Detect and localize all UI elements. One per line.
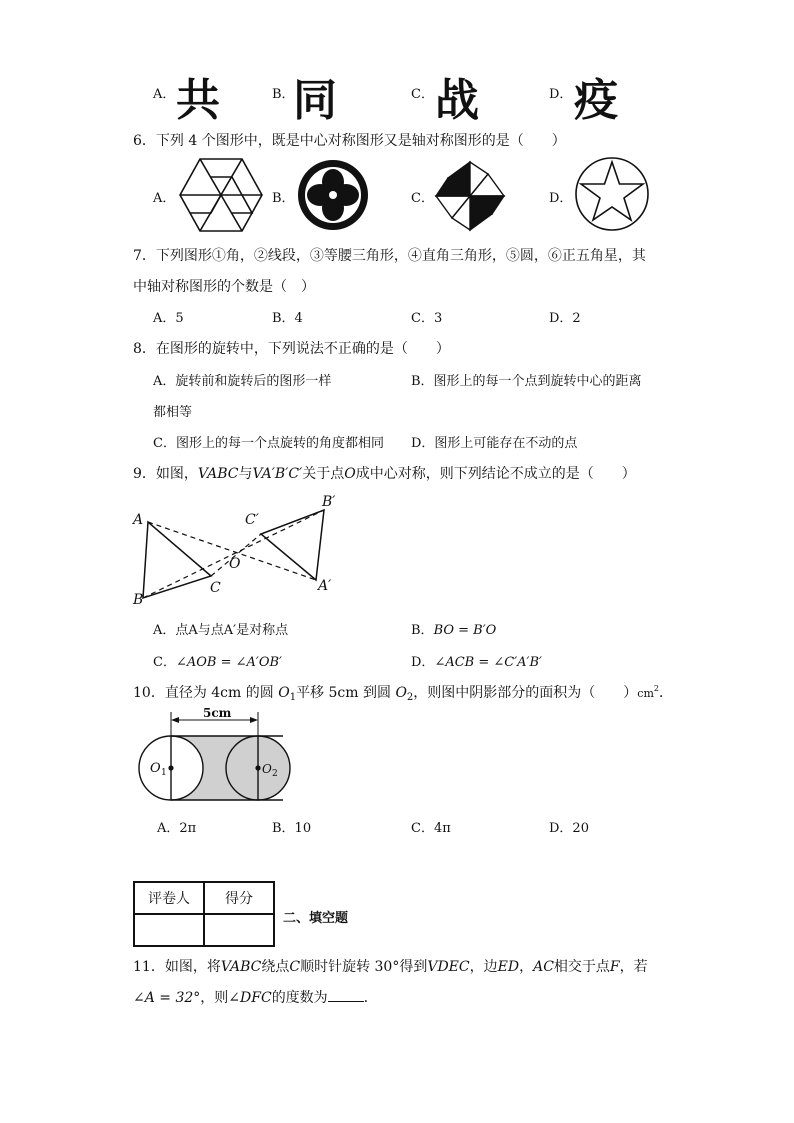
score-table-score-header: 得分: [204, 882, 274, 914]
q11-angle-a: ∠A = 32°: [133, 990, 201, 1006]
q9-option-d-text: ∠ACB = ∠C′A′B′: [434, 655, 543, 670]
q9-stem-post1: 关于点: [302, 466, 345, 482]
q7-option-a: A．5: [153, 311, 184, 326]
q11-stem-line2: [133, 987, 378, 1007]
q8-option-c: C．图形上的每一个点旋转的角度都相同: [153, 436, 384, 451]
q6-stem: 6．下列 4 个图形中，既是中心对称图形又是轴对称图形的是（ ）: [133, 133, 566, 149]
q7-option-d: D．2: [549, 311, 581, 326]
q10-stem-post: ，则图中阴影部分的面积为（ ）: [413, 685, 638, 701]
q10-figure-o1-label: O: [150, 761, 161, 776]
q11-edge-ed: ED: [497, 959, 520, 975]
q10-option-c: C．4π: [411, 821, 451, 836]
q9-label-b-prime: B′: [322, 494, 336, 510]
q6-option-a-letter: A．: [153, 191, 176, 206]
q9-option-b: [411, 619, 496, 638]
q10-stem-mid: 平移 5cm 到圆: [296, 685, 396, 701]
q5-option-a-char: 共: [176, 75, 220, 126]
q9-stem: [133, 463, 636, 483]
q11-text-5: ，: [519, 959, 534, 975]
q6-figure-b-four-petal-circle: [296, 158, 370, 232]
q6-option-c-letter: C．: [411, 191, 434, 206]
q10-figure-dim-label: 5cm: [203, 706, 232, 720]
q8-stem: 8．在图形的旋转中，下列说法不正确的是（ ）: [133, 341, 450, 357]
q11-point-f: F: [609, 959, 620, 975]
q9-option-a: A．点A与点A′是对称点: [153, 623, 289, 638]
q9-stem-mid: 与: [238, 466, 253, 482]
q7-stem-line1: 7．下列图形①角，②线段，③等腰三角形，④直角三角形，⑤圆，⑥正五角星，其: [133, 248, 646, 264]
q9-option-d: [411, 651, 542, 670]
q11-triangle-dec: VDEC: [427, 959, 470, 975]
q10-figure-o2-label: O: [262, 762, 272, 776]
q5-option-d-char: 疫: [574, 75, 618, 126]
q10-figure-translated-circles: [133, 706, 293, 804]
q11-point-c: C: [289, 959, 301, 975]
q9-label-b: B: [133, 592, 144, 608]
q9-option-c-letter: C．: [153, 655, 176, 670]
q10-stem: [133, 682, 673, 702]
q6-figure-a-triangular-knot: [178, 157, 264, 233]
q10-unit-sup: 2: [653, 684, 659, 693]
q9-option-d-letter: D．: [411, 655, 435, 670]
q9-option-c-text: ∠AOB = ∠A′OB′: [175, 655, 282, 670]
q11-text-end: ．: [363, 990, 378, 1006]
q11-text-3: 顺时针旋转 30°得到: [300, 959, 428, 975]
q9-label-c: C: [210, 580, 221, 596]
q9-label-o: O: [229, 556, 241, 572]
q11-text-4: ，边: [469, 959, 498, 975]
q9-option-b-text: BO = B′O: [433, 623, 497, 638]
q10-option-d: D．20: [549, 821, 589, 836]
score-table-score-cell[interactable]: [204, 914, 274, 946]
q6-option-d-letter: D．: [549, 191, 573, 206]
q8-option-d: D．图形上可能存在不动的点: [411, 436, 578, 451]
q10-option-b: B．10: [272, 821, 312, 836]
q11-stem-line1: [133, 956, 648, 976]
q10-o2: O: [395, 685, 407, 701]
q5-option-d-letter: D．: [549, 87, 573, 102]
q11-text-8: ，则: [200, 990, 229, 1006]
q9-triangle-a2b2c2: VA′B′C′: [252, 466, 303, 482]
q6-figure-d-star-in-circle: [574, 156, 650, 232]
q7-stem-line2: 中轴对称图形的个数是（ ）: [133, 279, 315, 295]
q9-label-a: A: [133, 512, 144, 528]
q9-option-b-letter: B．: [411, 623, 434, 638]
q11-angle-dfc: ∠DFC: [228, 990, 272, 1006]
q5-option-c-char: 战: [435, 75, 479, 126]
q9-label-c-prime: C′: [245, 512, 259, 528]
score-table: [133, 881, 275, 947]
q10-stem-pre: 10．直径为 4cm 的圆: [133, 685, 279, 701]
q9-option-c: [153, 651, 282, 670]
q5-option-c-letter: C．: [411, 87, 434, 102]
q10-o2-sub: 2: [406, 692, 414, 703]
q9-stem-post2: 成中心对称，则下列结论不成立的是（ ）: [355, 466, 636, 482]
q11-text-7: ，若: [619, 959, 648, 975]
q8-option-b: B．图形上的每一个点到旋转中心的距离: [411, 374, 642, 389]
section-title-fill-in-blank: 二、填空题: [283, 911, 349, 926]
q5-option-b-letter: B．: [272, 87, 295, 102]
q10-o1: O: [278, 685, 290, 701]
q11-triangle-abc: VABC: [220, 959, 262, 975]
q9-stem-pre: 9．如图，: [133, 466, 198, 482]
q11-text-1: 11．如图，将: [133, 959, 221, 975]
q11-edge-ac: AC: [533, 959, 554, 975]
q6-option-b-letter: B．: [272, 191, 295, 206]
q11-answer-blank[interactable]: [328, 989, 364, 1002]
q10-o1-sub: 1: [289, 692, 297, 703]
q5-option-b-char: 同: [293, 75, 337, 126]
q10-stem-end: ．: [658, 685, 673, 701]
q11-text-9: 的度数为: [271, 990, 328, 1006]
score-table-reviewer-cell[interactable]: [134, 914, 204, 946]
score-table-reviewer-header: 评卷人: [134, 882, 204, 914]
q10-unit: cm: [637, 687, 654, 700]
q7-option-c: C．3: [411, 311, 443, 326]
q11-text-6: 相交于点: [553, 959, 610, 975]
q10-figure-o1-sub: 1: [161, 768, 167, 778]
q5-option-a-letter: A．: [153, 87, 176, 102]
q9-triangle-abc: VABC: [197, 466, 239, 482]
q8-option-b-cont: 都相等: [153, 405, 193, 420]
q11-text-2: 绕点: [261, 959, 290, 975]
q10-option-a: A．2π: [157, 821, 197, 836]
q9-figure-central-symmetry: [128, 490, 358, 608]
q8-option-a: A．旋转前和旋转后的图形一样: [153, 374, 332, 389]
q10-figure-o2-sub: 2: [272, 769, 278, 779]
q9-label-a-prime: A′: [318, 578, 332, 594]
q9-point-o: O: [344, 466, 356, 482]
q6-figure-c-pinwheel: [434, 160, 506, 232]
q7-option-b: B．4: [272, 311, 303, 326]
